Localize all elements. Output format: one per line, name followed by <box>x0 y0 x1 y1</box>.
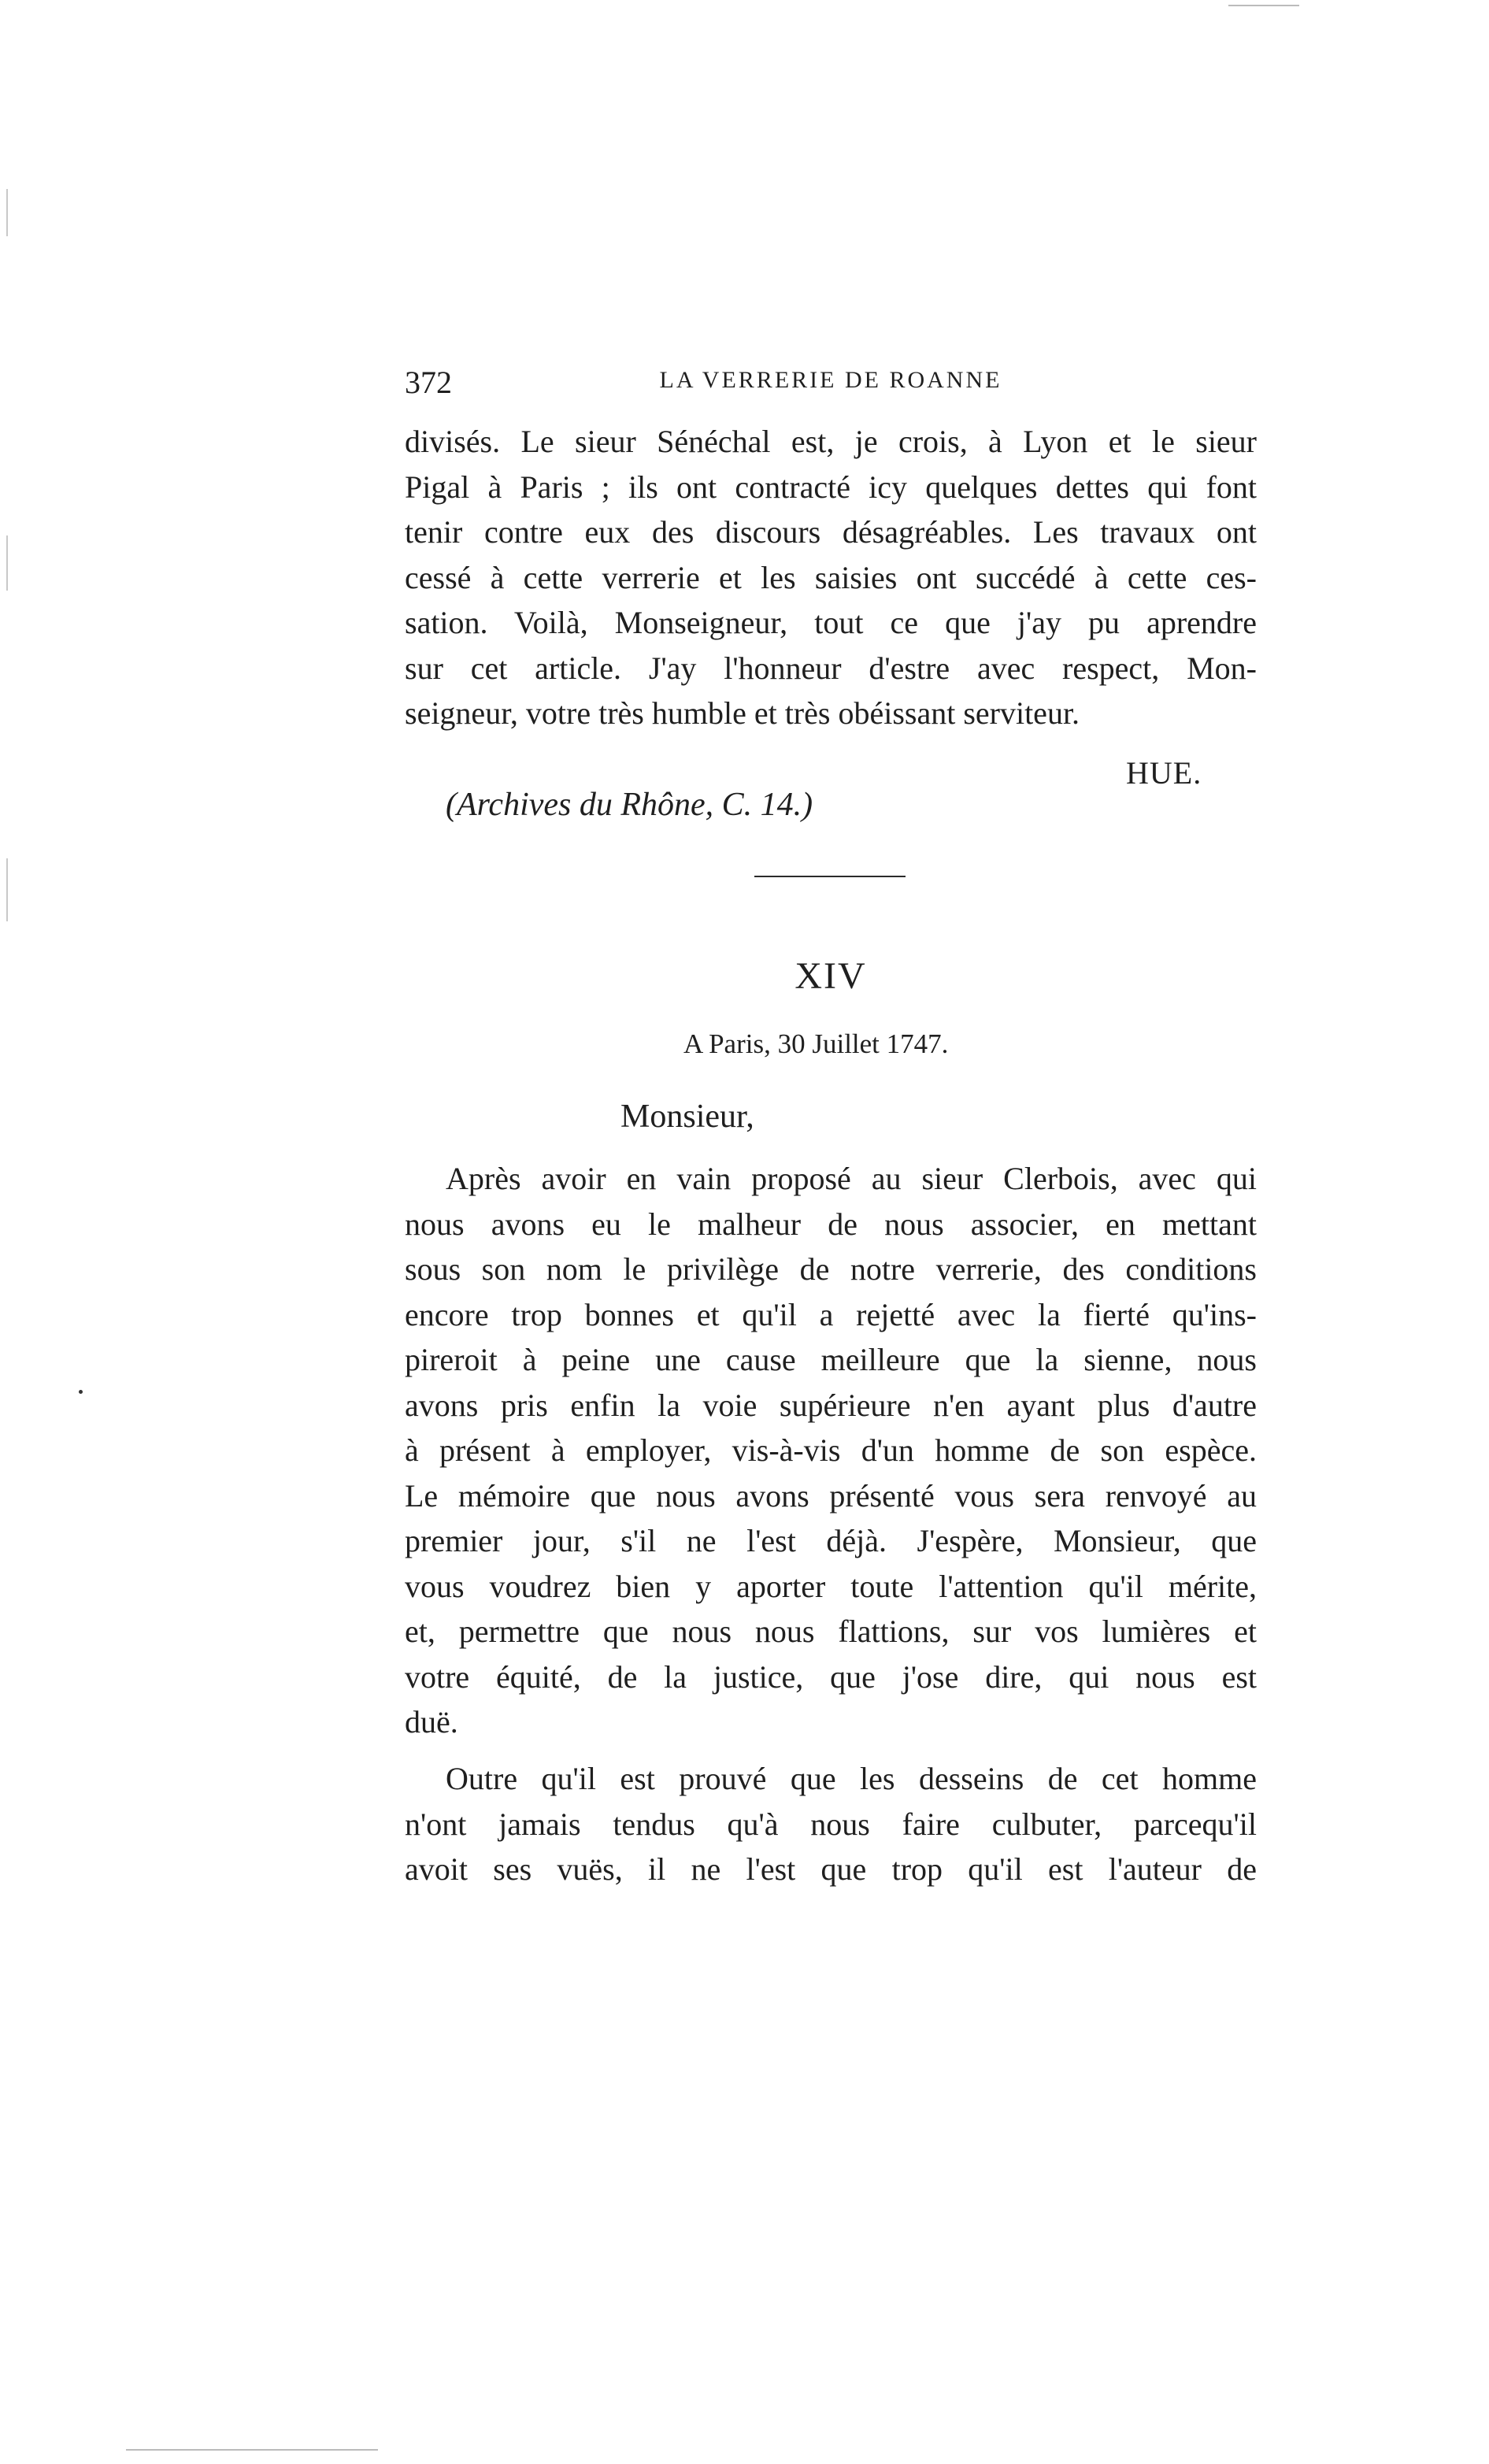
text-line: duë. <box>405 1704 458 1740</box>
text-line: n'ont jamais tendus qu'à nous faire culbuter, parcequ'il <box>405 1806 1257 1842</box>
salutation: Monsieur, <box>620 1099 754 1135</box>
text-line: avoit ses vuës, il ne l'est que trop qu'il est l'auteur de <box>405 1851 1257 1887</box>
text-line: Outre qu'il est prouvé que les desseins de cet homme <box>446 1761 1257 1796</box>
page-number: 372 <box>405 365 452 400</box>
text-line: sur cet article. J'ay l'honneur d'estre avec respect, Mon- <box>405 650 1257 686</box>
text-line: avons pris enfin la voie supérieure n'en ayant plus d'autre <box>405 1387 1257 1423</box>
text-line: Pigal à Paris ; ils ont contracté icy quelques dettes qui font <box>405 469 1257 505</box>
scan-margin-mark <box>6 189 8 236</box>
signature <box>1126 754 1202 791</box>
scan-margin-mark <box>6 535 8 591</box>
archive-citation: (Archives du Rhône, C. 14.) <box>446 787 813 823</box>
scan-margin-mark <box>6 858 8 921</box>
text-line: seigneur, votre très humble et très obéissant serviteur. <box>405 695 1080 731</box>
text-line: sation. Voilà, Monseigneur, tout ce que j'ay pu aprendre <box>405 605 1257 640</box>
letter-xiv-paragraph-1 <box>405 1156 1257 1745</box>
text-line: cessé à cette verrerie et les saisies ont succédé à cette ces- <box>405 559 1257 595</box>
text-line: votre équité, de la justice, que j'ose dire, qui nous est <box>405 1658 1257 1695</box>
text-line: encore trop bonnes et qu'il a rejetté avec la fierté qu'ins- <box>405 1296 1257 1332</box>
running-head <box>405 364 1257 403</box>
text-line: Après avoir en vain proposé au sieur Clerbois, avec qui <box>446 1161 1257 1196</box>
text-line: sous son nom le privilège de notre verrerie, des conditions <box>405 1251 1257 1287</box>
text-line: premier jour, s'il ne l'est déjà. J'espère, Monsieur, que <box>405 1523 1257 1558</box>
section-number: XIV <box>795 955 867 997</box>
letter-xiii-closing-text <box>405 419 1257 736</box>
signature-text: HUE. <box>1126 755 1202 791</box>
scan-margin-mark <box>1228 5 1299 6</box>
scan-margin-mark <box>126 2449 378 2451</box>
text-line: pireroit à peine une cause meilleure que la sienne, nous <box>405 1342 1257 1377</box>
section-divider <box>754 876 906 877</box>
text-line: nous avons eu le malheur de nous associer, en mettant <box>405 1206 1257 1242</box>
running-title: LA VERRERIE DE ROANNE <box>659 367 1002 393</box>
dateline: A Paris, 30 Juillet 1747. <box>683 1028 949 1059</box>
letter-xiv-paragraph-2 <box>405 1756 1257 1892</box>
scan-speck <box>79 1390 83 1394</box>
text-line: vous voudrez bien y aporter toute l'attention qu'il mérite, <box>405 1568 1257 1604</box>
text-line: et, permettre que nous nous flattions, sur vos lumières et <box>405 1614 1257 1649</box>
text-line: à présent à employer, vis-à-vis d'un homme de son espèce. <box>405 1432 1257 1468</box>
text-line: tenir contre eux des discours désagréables. Les travaux ont <box>405 514 1257 550</box>
text-line: divisés. Le sieur Sénéchal est, je crois, à Lyon et le sieur <box>405 424 1257 459</box>
text-line: Le mémoire que nous avons présenté vous sera renvoyé au <box>405 1477 1257 1514</box>
